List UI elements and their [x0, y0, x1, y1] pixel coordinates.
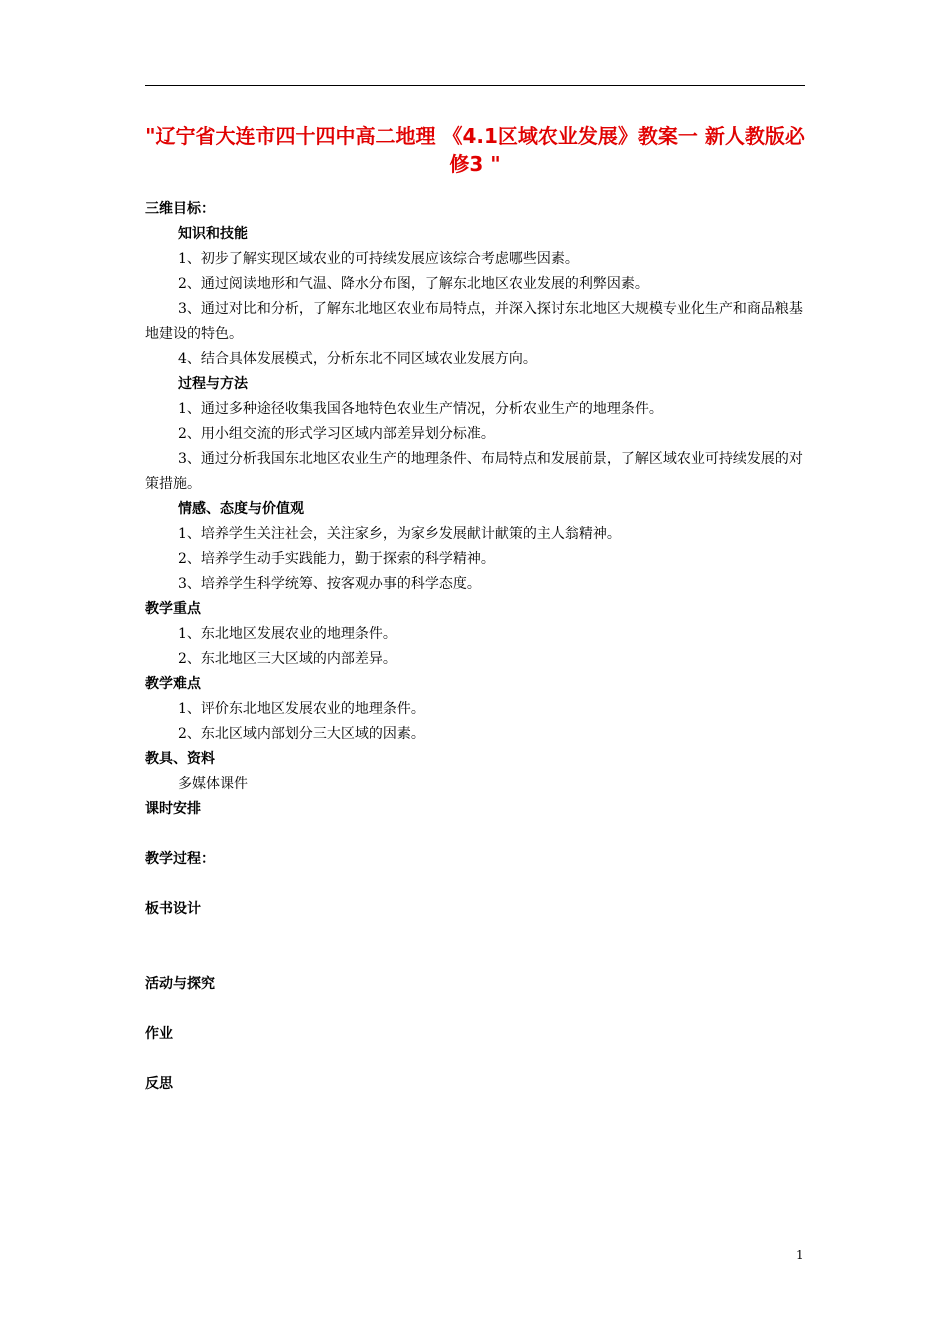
document-title: "辽宁省大连市四十四中高二地理 《4.1区域农业发展》教案一 新人教版必修3 "	[145, 124, 805, 176]
key-points-heading: 教学重点	[145, 601, 201, 617]
list-item: 4、结合具体发展模式，分析东北不同区域农业发展方向。	[178, 351, 537, 367]
goals-heading: 三维目标：	[145, 201, 215, 217]
schedule-heading: 课时安排	[145, 801, 201, 817]
process-heading: 过程与方法	[178, 376, 248, 392]
list-item: 1、培养学生关注社会，关注家乡，为家乡发展献计献策的主人翁精神。	[178, 526, 621, 542]
document-body	[145, 197, 810, 1097]
board-design-heading: 板书设计	[145, 901, 201, 917]
materials-heading: 教具、资料	[145, 751, 215, 767]
list-item: 2、通过阅读地形和气温、降水分布图，了解东北地区农业发展的利弊因素。	[178, 276, 649, 292]
knowledge-heading: 知识和技能	[178, 226, 248, 242]
page-number: 1	[796, 1248, 804, 1262]
list-item: 3、通过分析我国东北地区农业生产的地理条件、布局特点和发展前景，了解区域农业可持续发展的对策措施。	[145, 451, 803, 492]
header-rule	[145, 85, 805, 86]
list-item: 1、初步了解实现区域农业的可持续发展应该综合考虑哪些因素。	[178, 251, 579, 267]
list-item: 2、用小组交流的形式学习区域内部差异划分标准。	[178, 426, 495, 442]
list-item: 1、通过多种途径收集我国各地特色农业生产情况，分析农业生产的地理条件。	[178, 401, 663, 417]
list-item: 3、培养学生科学统筹、按客观办事的科学态度。	[178, 576, 481, 592]
list-item: 3、通过对比和分析，了解东北地区农业布局特点，并深入探讨东北地区大规模专业化生产和商品粮基地建设的特色。	[145, 301, 803, 342]
values-heading: 情感、态度与价值观	[178, 501, 304, 517]
list-item: 1、评价东北地区发展农业的地理条件。	[178, 701, 425, 717]
list-item: 2、东北地区三大区域的内部差异。	[178, 651, 397, 667]
activity-heading: 活动与探究	[145, 976, 215, 992]
difficulties-heading: 教学难点	[145, 676, 201, 692]
list-item: 2、东北区域内部划分三大区域的因素。	[178, 726, 425, 742]
homework-heading: 作业	[145, 1026, 173, 1042]
list-item: 1、东北地区发展农业的地理条件。	[178, 626, 397, 642]
reflection-heading: 反思	[145, 1076, 173, 1092]
list-item: 2、培养学生动手实践能力，勤于探索的科学精神。	[178, 551, 495, 567]
teaching-process-heading: 教学过程：	[145, 851, 215, 867]
materials-text: 多媒体课件	[178, 776, 248, 792]
